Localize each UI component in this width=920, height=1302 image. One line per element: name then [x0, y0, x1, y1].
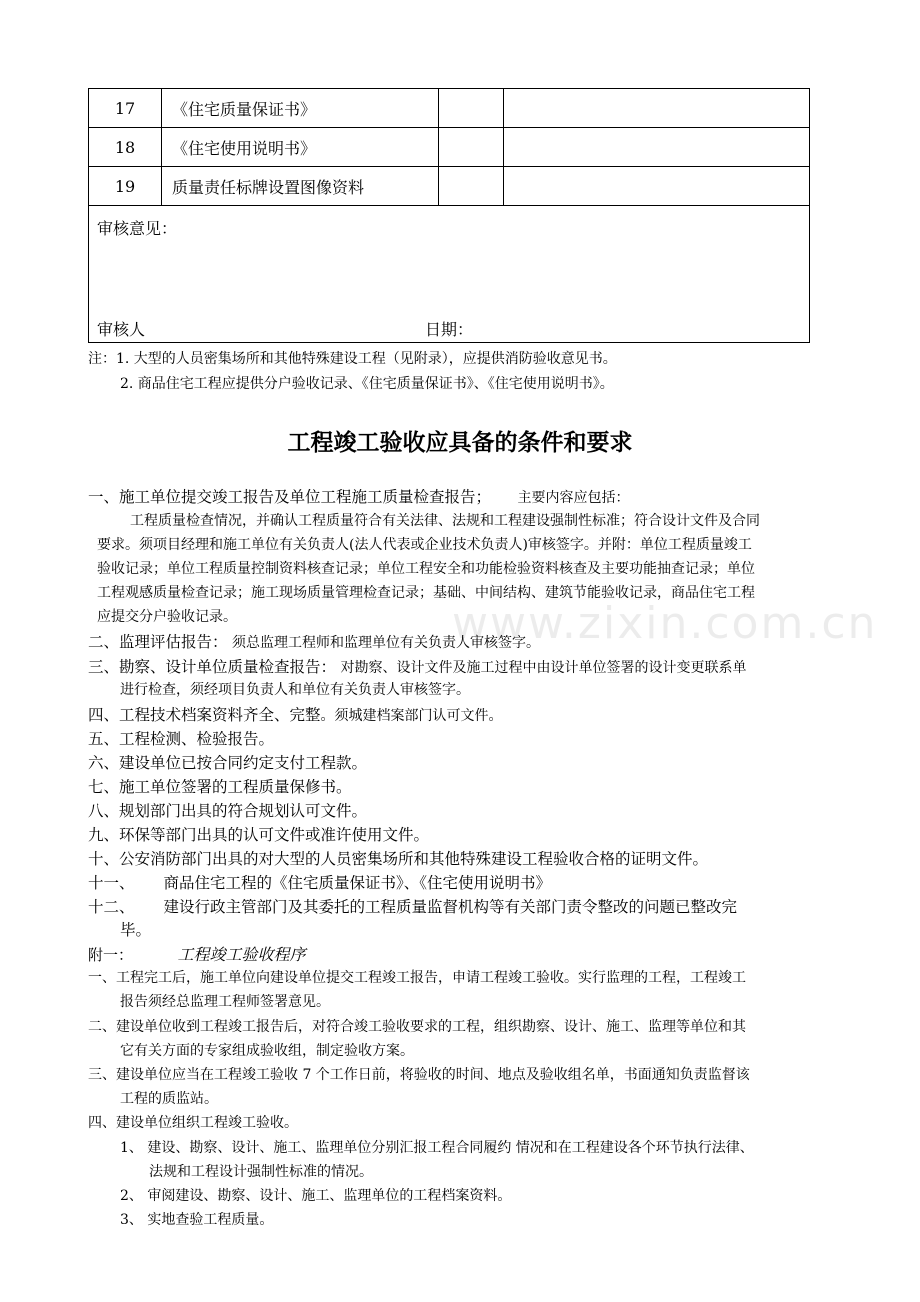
watermark: www.zixin.com.cn	[452, 598, 878, 649]
empty-cell	[504, 128, 810, 167]
section-1-body-line: 验收记录；单位工程质量控制资料核查记录；单位工程安全和功能检验资料核查及主要功能抽查记录；单位	[97, 561, 755, 577]
section-12-continued: 毕。	[120, 921, 152, 939]
section-4-heading: 四、工程技术档案资料齐全、完整	[88, 706, 321, 724]
section-11	[88, 871, 551, 893]
appendix-item: 工程的质监站。	[120, 1091, 218, 1107]
table-row	[89, 128, 810, 167]
section-4	[88, 703, 503, 725]
section-8: 八、规划部门出具的符合规划认可文件。	[88, 802, 368, 820]
section-10: 十、公安消防部门出具的对大型的人员密集场所和其他特殊建设工程验收合格的证明文件。	[88, 850, 709, 868]
appendix-item: 报告须经总监理工程师签署意见。	[120, 994, 330, 1010]
note-1: 注：1. 大型的人员密集场所和其他特殊建设工程（见附录），应提供消防验收意见书。	[88, 351, 617, 367]
row-item: 《住宅质量保证书》	[162, 89, 439, 128]
section-5: 五、工程检测、检验报告。	[88, 730, 275, 748]
section-1-body-line: 要求。须项目经理和施工单位有关负责人(法人代表或企业技术负责人)审核签字。并附：单位工程质量竣工	[97, 537, 752, 553]
section-11-text: 商品住宅工程的《住宅质量保证书》、《住宅使用说明书》	[163, 874, 551, 892]
empty-cell	[439, 89, 504, 128]
row-item: 质量责任标牌设置图像资料	[162, 167, 439, 206]
appendix-item: 1、 建设、勘察、设计、施工、监理单位分别汇报工程合同履约 情况和在工程建设各个环节执行法律、	[120, 1140, 754, 1156]
section-2-tail: 须总监理工程师和监理单位有关负责人审核签字。	[231, 635, 540, 651]
empty-cell	[439, 128, 504, 167]
review-opinion-label: 审核意见：	[97, 219, 178, 238]
table-row	[89, 167, 810, 206]
section-2-heading: 二、监理评估报告：	[88, 633, 228, 651]
appendix-item: 它有关方面的专家组成验收组，制定验收方案。	[120, 1043, 414, 1059]
appendix-item: 法规和工程设计强制性标准的情况。	[149, 1164, 373, 1180]
review-cell	[89, 206, 810, 343]
section-12-number: 十二、	[88, 898, 135, 916]
section-7: 七、施工单位签署的工程质量保修书。	[88, 778, 352, 796]
appendix-item: 三、建设单位应当在工程竣工验收 7 个工作日前，将验收的时间、地点及验收组名单，书面通知负责监督该	[88, 1067, 750, 1083]
appendix-item: 3、 实地查验工程质量。	[120, 1212, 274, 1228]
row-number: 19	[89, 167, 162, 206]
section-3	[88, 655, 746, 677]
section-1-heading: 一、施工单位提交竣工报告及单位工程施工质量检查报告；	[88, 488, 492, 506]
appendix-label: 附一：	[88, 946, 134, 964]
review-row	[89, 206, 810, 343]
row-item: 《住宅使用说明书》	[162, 128, 439, 167]
appendix-item: 一、工程完工后，施工单位向建设单位提交工程竣工报告，申请工程竣工验收。实行监理的工程，工程竣工	[88, 970, 746, 986]
appendix-title: 工程竣工验收程序	[177, 945, 306, 964]
section-12-text: 建设行政主管部门及其委托的工程质量监督机构等有关部门责令整改的问题已整改完	[163, 898, 737, 916]
section-12	[88, 895, 737, 917]
empty-cell	[504, 167, 810, 206]
section-2	[88, 630, 540, 652]
appendix-heading	[88, 942, 305, 965]
appendix-item: 2、 审阅建设、勘察、设计、施工、监理单位的工程档案资料。	[120, 1188, 512, 1204]
section-1	[88, 485, 629, 507]
appendix-item: 二、建设单位收到工程竣工报告后，对符合竣工验收要求的工程，组织勘察、设计、施工、监理等单位和其	[88, 1019, 746, 1035]
section-9: 九、环保等部门出具的认可文件或准许使用文件。	[88, 826, 430, 844]
section-1-body-line: 工程观感质量检查记录；施工现场质量管理检查记录；基础、中间结构、建筑节能验收记录，商品住宅工程	[97, 585, 755, 601]
section-3-heading: 三、勘察、设计单位质量检查报告：	[88, 658, 337, 676]
row-number: 18	[89, 128, 162, 167]
section-3-continued: 进行检查，须经项目负责人和单位有关负责人审核签字。	[120, 682, 470, 698]
section-1-body-line: 应提交分户验收记录。	[97, 609, 237, 625]
empty-cell	[439, 167, 504, 206]
appendix-item: 四、建设单位组织工程竣工验收。	[88, 1115, 298, 1131]
page-title: 工程竣工验收应具备的条件和要求	[287, 430, 633, 456]
section-1-tail: 主要内容应包括：	[517, 490, 630, 506]
checklist-table	[88, 88, 810, 343]
reviewer-label: 审核人	[97, 320, 146, 339]
section-3-tail: 对勘察、设计文件及施工过程中由设计单位签署的设计变更联系单	[340, 660, 747, 676]
empty-cell	[504, 89, 810, 128]
row-number: 17	[89, 89, 162, 128]
section-6: 六、建设单位已按合同约定支付工程款。	[88, 754, 368, 772]
section-11-number: 十一、	[88, 874, 135, 892]
section-1-body-line: 工程质量检查情况，并确认工程质量符合有关法律、法规和工程建设强制性标准；符合设计文件及合同	[130, 513, 760, 529]
date-label: 日期：	[425, 320, 474, 339]
table-row	[89, 89, 810, 128]
section-4-tail: 。须城建档案部门认可文件。	[320, 708, 503, 724]
note-2: 2. 商品住宅工程应提供分户验收记录、《住宅质量保证书》、《住宅使用说明书》。	[120, 376, 614, 392]
